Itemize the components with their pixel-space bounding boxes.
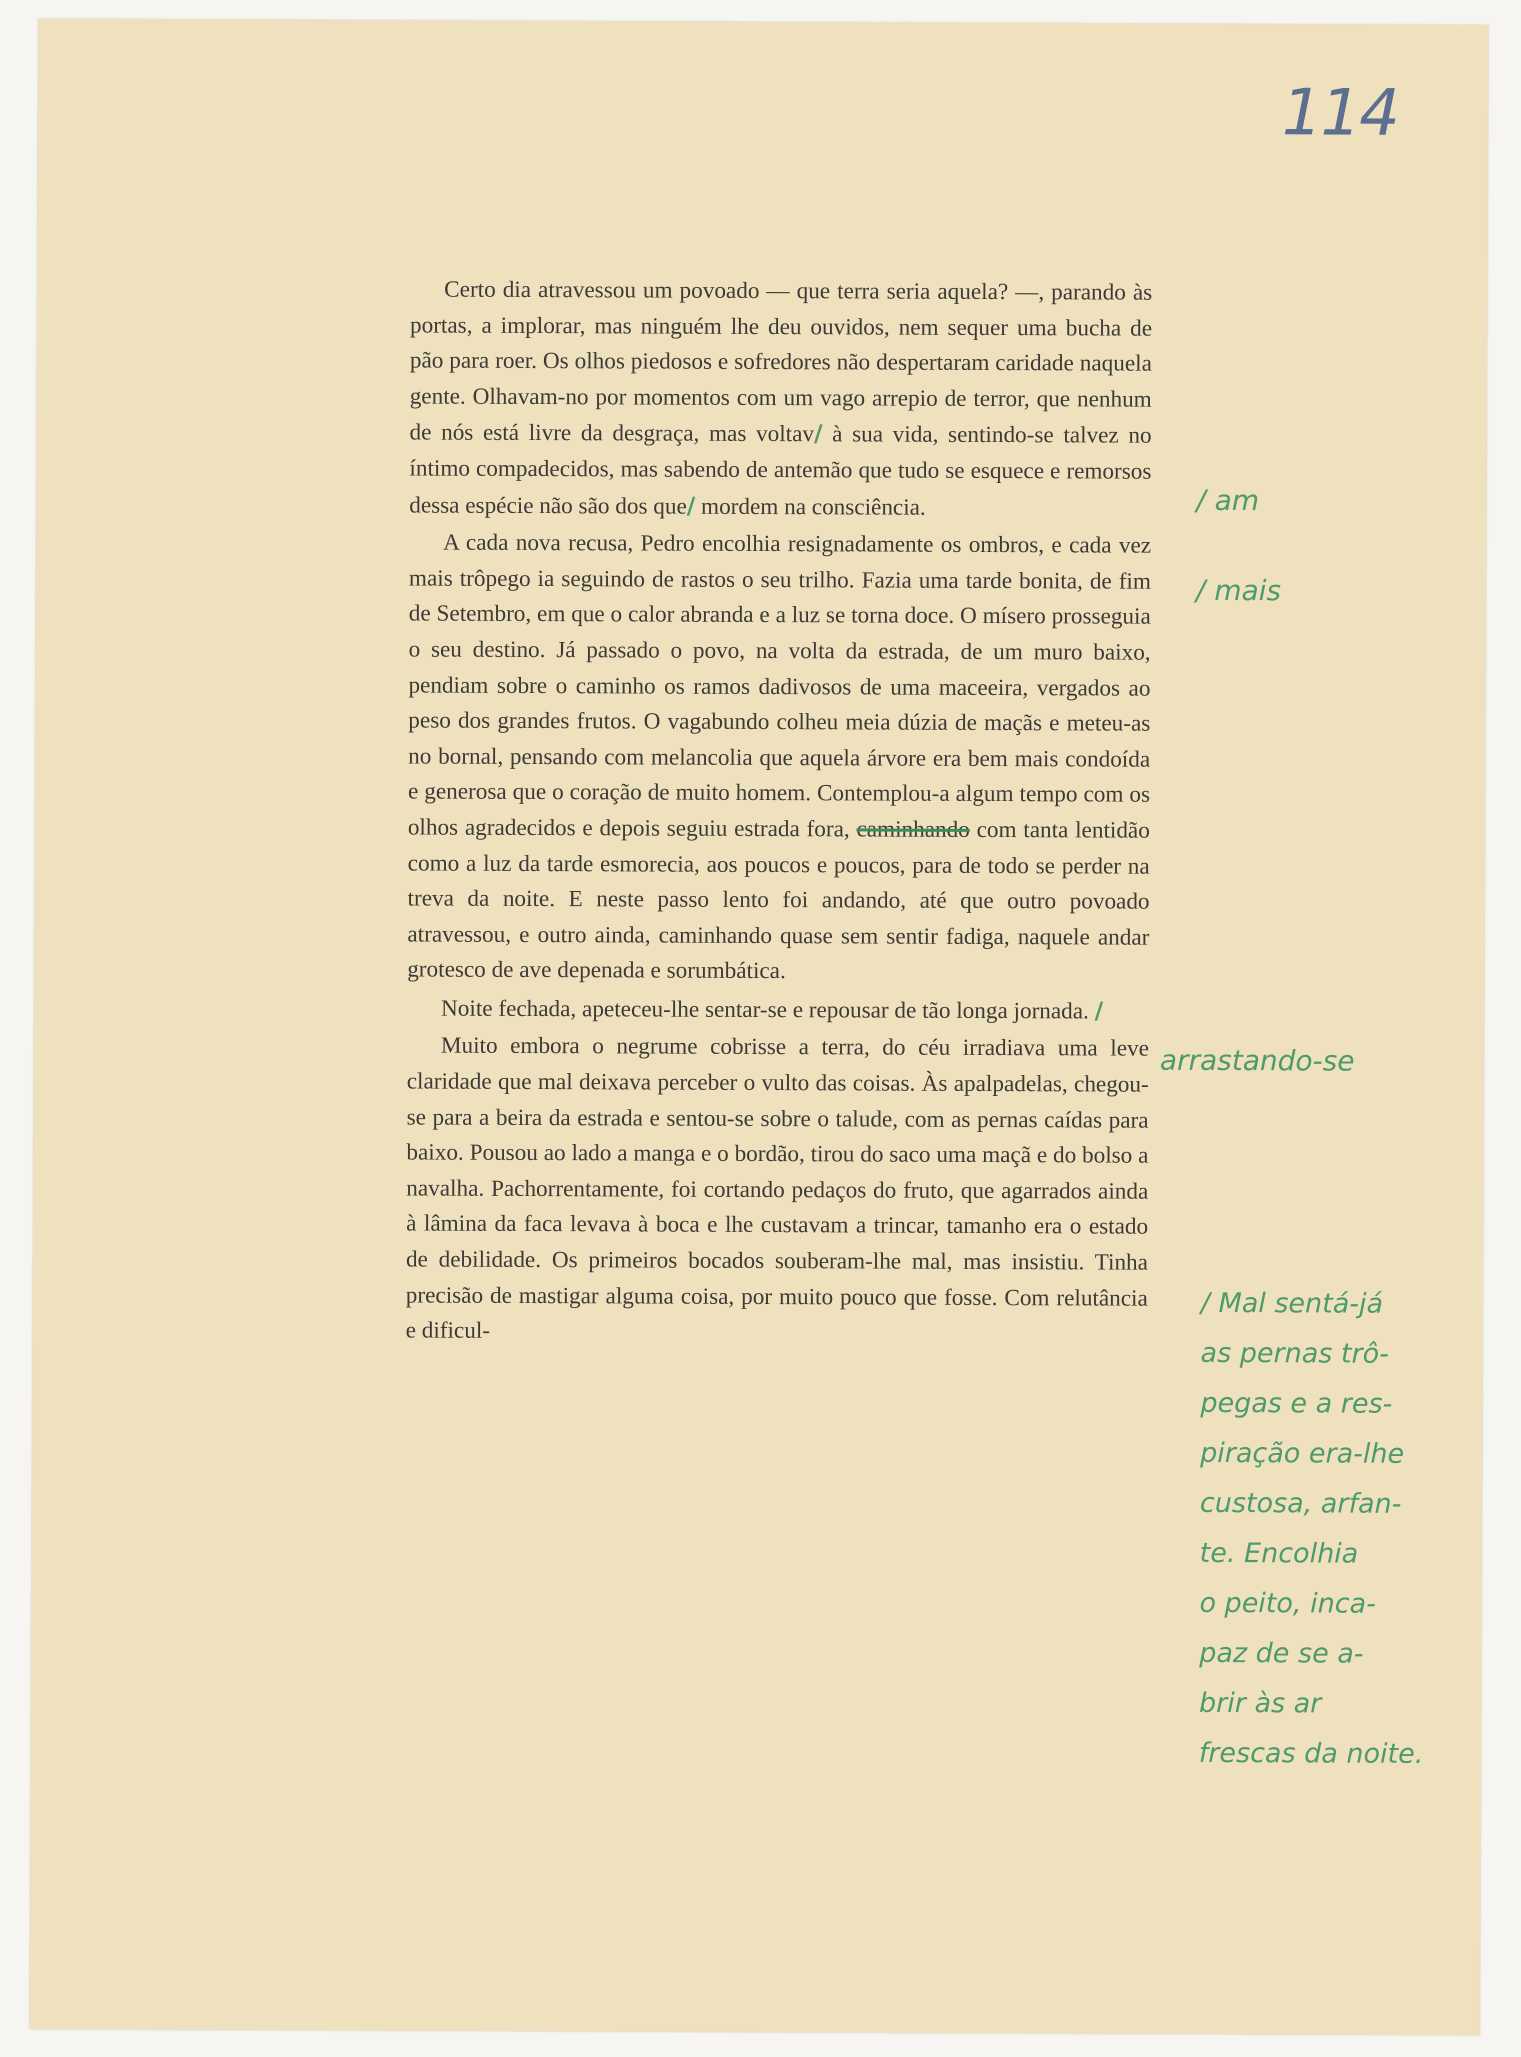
paragraph-1-text-b: à sua vida, sentindo-se talvez no íntimo compadecidos, mas sabendo de antemão que tudo se esquece e remorsos dessa espécie não são dos que bbox=[409, 421, 1152, 520]
margin-note-4-line: brir às ar bbox=[1198, 1687, 1322, 1720]
margin-note-4-line: pegas e a res- bbox=[1200, 1387, 1393, 1420]
margin-note-1: / am bbox=[1196, 483, 1260, 518]
manuscript-page bbox=[30, 19, 1489, 2035]
typed-text-body bbox=[406, 272, 1153, 1354]
paragraph-1-text-a: Certo dia atravessou um povoado — que terra seria aquela? —, parando às portas, a implorar, mas ninguém lhe deu ouvidos, nem sequer uma bucha de pão para roer. Os olhos piedosos e sofredores não despertaram caridade naquela gente. Olhavam-no por momentos com um vago arrepio de terror, que nenhum de nós está livre da desgraça, mas voltav bbox=[409, 276, 1153, 448]
margin-note-4-line: piração era-lhe bbox=[1200, 1437, 1405, 1470]
margin-note-2: / mais bbox=[1195, 573, 1282, 608]
paragraph-2-text-b: com tanta lentidão como a luz da tarde esmorecia, aos poucos e poucos, para de todo se perder na treva da noite. E neste passo lento foi andando, até que outro povoado atravessou, e outro ainda, caminhando quase sem sentir fadiga, naquele andar grotesco de ave depenada e sorumbática. bbox=[407, 816, 1150, 985]
struck-word: caminhando bbox=[856, 816, 970, 843]
margin-note-4 bbox=[1199, 1279, 1501, 1780]
margin-note-4-line: paz de se a- bbox=[1199, 1637, 1364, 1670]
margin-note-4-line: o peito, inca- bbox=[1199, 1587, 1376, 1620]
paragraph-3-text: Noite fechada, apeteceu-lhe sentar-se e repousar de tão longa jornada. bbox=[441, 995, 1089, 1025]
paragraph-2 bbox=[407, 526, 1151, 992]
margin-note-4-line: / Mal sentá-já bbox=[1200, 1287, 1384, 1320]
paragraph-4-text: Muito embora o negrume cobrisse a terra, do céu irradiava uma leve claridade que mal deixava perceber o vulto das coisas. Às apalpadelas, chegou-se para a beira da estrada e sentou-se sobre o talude, com as pernas caídas para baixo. Pousou ao lado a manga e o bordão, tirou do saco uma maçã e do bolso a navalha. Pachorrentamente, foi cortando pedaços do fruto, que agarrados ainda à lâmina da faca levava à boca e lhe custavam a trincar, tamanho era o estado de debilidade. Os primeiros bocados souberam-lhe mal, mas insistiu. Tinha precisão de mastigar alguma coisa, por muito pouco que fosse. Com relutância e dificul- bbox=[405, 1033, 1149, 1345]
margin-note-4-line: as pernas trô- bbox=[1200, 1337, 1389, 1370]
insertion-mark: / bbox=[813, 420, 823, 448]
margin-note-4-line: te. Encolhia bbox=[1199, 1537, 1359, 1570]
paragraph-4 bbox=[406, 1029, 1149, 1353]
paragraph-3 bbox=[407, 990, 1149, 1030]
insertion-mark: / bbox=[686, 492, 696, 520]
paragraph-1-text-c: mordem na consciência. bbox=[695, 493, 926, 521]
margin-note-4-line: frescas da noite. bbox=[1198, 1737, 1424, 1770]
paragraph-2-text-a: A cada nova recusa, Pedro encolhia resignadamente os ombros, e cada vez mais trôpego ia seguindo de rastos o seu trilho. Fazia uma tarde bonita, de fim de Setembro, em que o calor abranda e a luz se torna doce. O mísero prosseguia o seu destino. Já passado o povo, na volta da estrada, de um muro baixo, pendiam sobre o caminho os ramos dadivosos de uma maceeira, vergados ao peso dos grandes frutos. O vagabundo colheu meia dúzia de maçãs e meteu-as no bornal, pensando com melancolia que aquela árvore era bem mais condoída e generosa que o coração de muito homem. Contemplou-a algum tempo com os olhos agradecidos e depois seguiu estrada fora, bbox=[407, 529, 1152, 843]
page-number: 114 bbox=[1281, 76, 1399, 151]
insertion-mark: / bbox=[1094, 997, 1104, 1025]
margin-note-3: arrastando-se bbox=[1159, 1043, 1355, 1078]
margin-note-4-line: custosa, arfan- bbox=[1199, 1487, 1402, 1520]
paragraph-1 bbox=[409, 272, 1152, 526]
